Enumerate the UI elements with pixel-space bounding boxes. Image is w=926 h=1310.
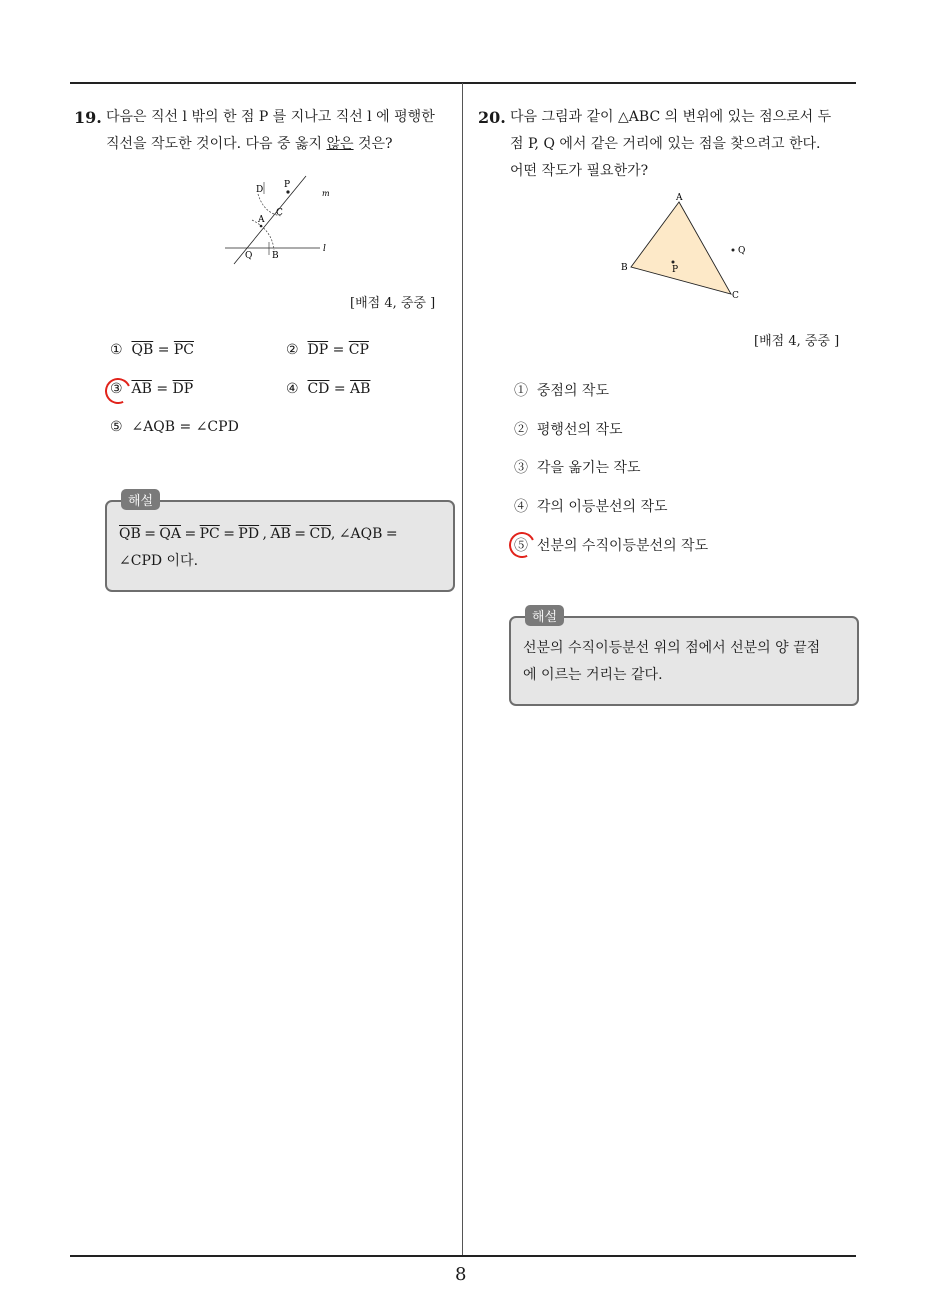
label-p: P [284,180,291,190]
q20-choice-5[interactable]: ⑤ 선분의 수직이등분선의 작도 [514,538,709,554]
q19-solution-text [119,521,443,575]
label-d: D [256,185,264,195]
q20-solution-tag: 해설 [525,605,564,626]
q19-choice-3[interactable]: ③ $\overline{AB} = \overline{DP}$ [110,381,194,397]
label-c: C [276,208,283,218]
q20-choice-2[interactable]: ② 평행선의 작도 [514,422,623,438]
q19-underlined-word: 않은 [326,136,354,152]
q19-solution-line2: ∠CPD 이다. [119,553,199,569]
q20-text-line3: 어떤 작도가 필요한가? [510,163,649,179]
q19-number: 19. [74,108,102,127]
label-q: Q [245,251,253,261]
q19-solution-line1: $\overline{QB} = \overline{QA} = \overline{PC} = \overline{PD}$ , $\overline{AB} = \overline{CD}$, ∠AQB = [119,526,398,542]
q20-solution-line1: 선분의 수직이등분선 위의 점에서 선분의 양 끝점 [523,640,821,656]
triangle-abc [631,202,731,294]
bottom-rule [70,1255,856,1257]
label-m: m [322,189,330,198]
q20-score: [배점 4, 중중 ] [754,334,840,349]
q19-figure [220,172,340,267]
label-a: A [258,215,265,225]
q19-text [106,104,458,158]
q19-text-line2: 직선을 작도한 것이다. 다음 중 옳지 않은 것은? [106,136,393,152]
column-divider [462,83,463,1256]
q20-choice-1[interactable]: ① 중점의 작도 [514,383,609,399]
label-q: Q [738,246,746,256]
q19-text-line1: 다음은 직선 l 밖의 한 점 P 를 지나고 직선 l 에 평행한 [106,109,435,125]
q20-number: 20. [478,108,506,127]
q19-solution-box [105,494,455,592]
q19-choice-5[interactable]: ⑤ ∠AQB = ∠CPD [110,419,239,435]
q19-solution-tag: 해설 [121,489,160,510]
point-p [672,261,675,264]
label-l: l [323,244,326,254]
page-number: 8 [455,1264,467,1285]
label-a: A [676,193,683,203]
q20-text-line2: 점 P, Q 에서 같은 거리에 있는 점을 찾으려고 한다. [510,136,821,152]
q20-text-line1: 다음 그림과 같이 △ABC 의 변위에 있는 점으로서 두 [510,109,832,125]
q20-choice-3[interactable]: ③ 각을 옮기는 작도 [514,460,641,476]
point-a [260,225,263,228]
top-rule [70,82,856,84]
q19-choice-4[interactable]: ④ $\overline{CD} = \overline{AB}$ [286,381,371,397]
point-q [732,249,735,252]
q20-solution-line2: 에 이르는 거리는 같다. [523,667,663,683]
q20-solution-box [509,610,859,706]
q20-figure [615,190,755,305]
q19-choice-1[interactable]: ① $\overline{QB} = \overline{PC}$ [110,342,195,358]
q20-solution-text [523,635,847,689]
label-b: B [272,251,279,261]
q19-score: [배점 4, 중중 ] [350,296,436,311]
point-p [286,190,289,193]
q19-choice-2[interactable]: ② $\overline{DP} = \overline{CP}$ [286,342,369,358]
label-c: C [732,291,739,301]
label-b: B [621,263,628,273]
q20-choice-4[interactable]: ④ 각의 이등분선의 작도 [514,499,668,515]
q20-text [510,104,860,185]
label-p: P [672,265,679,275]
